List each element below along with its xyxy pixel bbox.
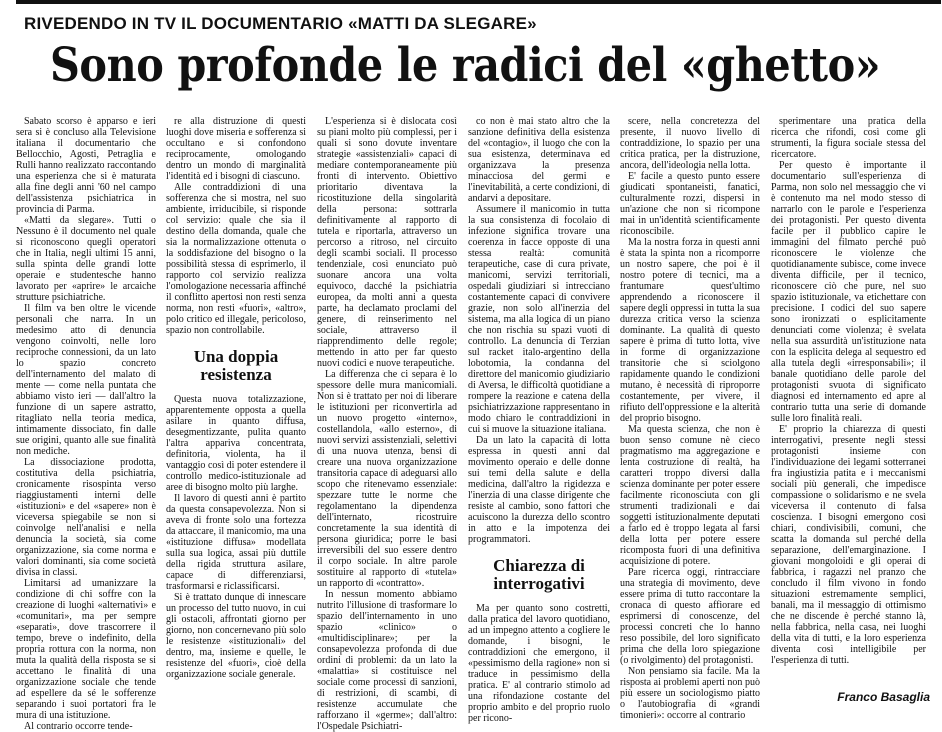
paragraph: co non è mai stato altro che la sanzione definitiva della esistenza del «contagio», il luogo che con la sua esistenza, determinava ed organizzava la presenza minacciosa del germi e l'inevitabilità, a certe condizioni, di andarvi a depositare. bbox=[468, 116, 610, 204]
paragraph: Ma per quanto sono costretti, dalla pratica del lavoro quotidiano, ad un impegno attento a cogliere le domande, i bisogni, le contraddizioni che emergono, il «pessimismo della ragione» non si traduce in pessimismo della pratica. E' al contrario stimolo ad una rifondazione costante del proprio ambito e del proprio ruolo per ricono- bbox=[468, 603, 610, 724]
paragraph: Ma la nostra forza in questi anni è stata la spinta non a ricomporre un nostro sapere, che poi è il nostro potere di tecnici, ma a frantumare quest'ultimo apprendendo a riconoscere il sapere degli oppressi in tutta la sua durezza critica verso la scienza dominante. La qualità di questo sapere è prima di tutto lotta, vive in forme di organizzazione transitorie che si sciolgono rapidamente quando le condizioni mutano, è necessità di riproporre costantemente, per vivere, il rifiuto dell'oppressione e la alterità del proprio bisogno. bbox=[620, 237, 760, 424]
paragraph: In nessun momento abbiamo nutrito l'illusione di trasformare lo spazio dell'internamento in uno spazio «clinico» o «multidisciplinare»; per la consapevolezza profonda di due ordini di problemi: da un lato la «malattia» si costituisce nel sociale come processi di sanzioni, di restrizioni, di scambi, di resistenze accumulate che rafforzano il «germe»; dall'altro: l'Ospedale Psichiatri- bbox=[317, 589, 457, 732]
subheading: Chiarezza di interrogativi bbox=[493, 556, 585, 593]
paragraph: La differenza che ci separa è lo spessore delle mura manicomiali. Non si è trattato per noi di liberare le istituzioni per riconvertirla ad un nuovo progetto «interno», costellandola, «allo esterno», di nuovi servizi assistenziali, selettivi di una nuova utenza, bensì di creare una nuova organizzazione transitoria capace di adeguarsi allo scopo che ritenevamo essenziale: spezzare tutte le norme che regolamentano la dipendenza dell'internato, ricostruire concretamente la sua identità di persona giuridica; porre le basi irreversibili del suo essere dentro il corpo sociale. In altre parole sostituire al rapporto di «tutela» un rapporto di «contratto». bbox=[317, 369, 457, 589]
paragraph: Da un lato la capacità di lotta espressa in questi anni dal movimento operaio e delle donne sui temi della salute e della medicina, dall'altro la rigidezza e l'inerzia di una classe dirigente che resiste al cambio, sono fattori che acuiscono la durezza dello scontro in atto e la impotenza dei programmatori. bbox=[468, 435, 610, 545]
paragraph: Pare ricerca oggi, rintracciare una strategia di movimento, deve essere prima di tutto raccontare la cronaca di questo affiorare ed esprimersi di conoscenze, del processi concreti che lo hanno reso possibile, del loro significato prima che della loro spiegazione (o rivolgimento) del protagonisti. bbox=[620, 567, 760, 666]
article-column-5 bbox=[620, 116, 760, 721]
paragraph: E' facile a questo punto essere giudicati spontaneisti, fanatici, culturalmente rozzi, dispersi in un'azione che non si ricompone mai in un'identità scientificamente riconoscibile. bbox=[620, 171, 760, 237]
article-column-6 bbox=[771, 116, 926, 706]
article-column-3 bbox=[317, 116, 457, 732]
paragraph: E' proprio la chiarezza di questi interrogativi, presente negli stessi protagonisti insieme con l'individuazione dei legami sotterranei fra ingiustizia patita e i meccanismi sociali più generali, che impedisce compassione o solidarismo e ne svela viceversa il contenuto di falsa coscienza. I bisogni emergono così chiari, condivisibili, comuni, che scatta la domanda sul perché della separazione, dell'emarginazione. I giovani mongoloidi e gli operai di fabbrica, i ragazzi nel pranzo che concludo il film vivono in fondo situazioni estremamente semplici, banali, ma il messaggio di ottimismo che ne discende è perché stanno là, nella fabbrica, nella casa, nei luoghi della vita di tutti, e la loro esperienza diventa così intelligibile per l'esperienza di tutti. bbox=[771, 424, 926, 666]
paragraph: Per questo è importante il documentario sull'esperienza di Parma, non solo nel messaggio che vi è contenuto ma nel modo stesso di narrarlo con le parole e l'esperienza dei protagonisti. Per questo diventa facile per il pubblico capire le immagini del filmato perché può riconoscere le violenze che quotidianamente subisce, come invece diventa difficile, per il tecnico, riconoscere ciò che pure, nel suo spazio istituzionale, va etichettare con precisione. I codici del suo sapere sono ironizzati o esplicitamente denunciati come violenza; è svelata nella sua assurdità un'istituzione nata con la esplicita delega al sequestro ed alla tutela degli «irresponsabili»; il banale quotidiano delle parole del protagonisti svuota di significato diagnosi ed internamento ed apre al contrario tutta una serie di domande sulle loro finalità reali. bbox=[771, 160, 926, 424]
paragraph: Sabato scorso è apparso e ieri sera si è concluso alla Televisione italiana il documentario che Bellocchio, Agosti, Petraglia e Rulli hanno realizzato raccontando una esperienza che si è maturata alla fine degli anni '60 nel campo dell'assistenza psichiatrica in provincia di Parma. bbox=[16, 116, 156, 215]
author-signature: Franco Basaglia bbox=[837, 690, 930, 704]
paragraph: «Matti da slegare». Tutti o Nessuno è il documento nel quale si riconoscono quegli operatori che in Italia, negli ultimi 15 anni, sulla spinta delle grandi lotte operaie e studentesche hanno lavorato per «aprire» le arcaiche strutture psichiatriche. bbox=[16, 215, 156, 303]
paragraph: Non pensiamo sia facile. Ma la risposta ai problemi aperti non può più essere un sociologismo piatto o l'autobiografia di «grandi timonieri»: occorre al contrario bbox=[620, 666, 760, 721]
paragraph: Il film va ben oltre le vicende personali che narra. In un medesimo atto di denuncia vengono coinvolti, nelle loro reciproche connessioni, da un lato lo spazio concreto dell'internamento del malato di mente — come nella puntata che abbiamo visto ieri — dall'altro la funzione di un sapere astratto, ritagliato nella teoria medica, intimamente dissociato, fin dalle sue origini, quanto alle sue finalità non mediche. bbox=[16, 303, 156, 457]
article-column-4 bbox=[468, 116, 610, 724]
paragraph: L'esperienza si è dislocata così su piani molto più complessi, per i quali si sono dovute inventare strategie «assistenziali» capaci di mediare contemporaneamente più fronti di intervento. Obiettivo prioritario diventava la ricostituzione della singolarità della persona: sottrarla definitivamente al rapporto di tutela e riportarla, attraverso un percorso a ritroso, nel circuito degli scambi sociali. Il processo tendenziale, così enunciato può suonare ancora una volta equivoco, dacché la psichiatria europea, da molti anni a questa parte, ha declamato proclami del genere, di reinserimento nel sociale, attraverso il riapprendimento delle regole; mettendo in atto per far questo nuovi codici e nuove terapeutiche. bbox=[317, 116, 457, 369]
paragraph: re alla distruzione di questi luoghi dove miseria e sofferenza si occultano e si confondono reciprocamente, omologando dentro un mondo di marginalità l'identità ed i bisogni di ciascuno. bbox=[166, 116, 306, 182]
paragraph: scere, nella concretezza del presente, il nuovo livello di contraddizione, lo spazio per una critica pratica, per la distruzione, ancora, dell'ideologia nella lotta. bbox=[620, 116, 760, 171]
paragraph: Assumere il manicomio in tutta la sua consistenza di focolaio di infezione significa trovare una coerenza in facce opposte di una stessa realtà: comunità terapeutiche, case di cura private, manicomi, servizi territoriali, ospedali giudiziari si intrecciano costantemente capaci di convivere grazie, non solo all'inerzia del sistema, ma alla logica di un piano che non rischia su spazi vuoti di controllo. La denuncia di Terzian sul racket italo-argentino della lobotomia, la condanna del direttore del manicomio giudiziario di Aversa, le difficoltà quotidiane a rompere la reazione e catena della psichiatrizzazione rappresentano in modo chiaro le contraddizioni in cui si muove la situazione italiana. bbox=[468, 204, 610, 435]
paragraph: Si è trattato dunque di innescare un processo del tutto nuovo, in cui gli ostacoli, affrontati giorno per giorno, non concernevano più solo le resistenze «istituzionali» del dentro, ma, insieme e quelle, le resistenze del «fuori», cioè della organizzazione sociale generale. bbox=[166, 592, 306, 680]
headline: Sono profonde le radici del «ghetto» bbox=[50, 38, 881, 93]
paragraph: Questa nuova totalizzazione, apparentemente opposta a quella asilare in quanto diffusa, desegmentizzante, pulita quanto l'altra appariva concentrata, definitoria, violenta, ha il vantaggio così di poter estendere il controllo medico-istituzionale ad aree di bisogno molto più larghe. bbox=[166, 394, 306, 493]
paragraph: Al contrario occorre tende- bbox=[24, 721, 133, 732]
kicker: RIVEDENDO IN TV IL DOCUMENTARIO «MATTI DA SLEGARE» bbox=[24, 14, 537, 33]
article-column-1 bbox=[16, 116, 156, 732]
article-column-2 bbox=[166, 116, 306, 706]
paragraph: sperimentare una pratica della ricerca che rifondi, così come gli strumenti, la figura sociale stessa del ricercatore. bbox=[771, 116, 926, 160]
paragraph: La dissociazione prodotta, costitutiva della psichiatria, cronicamente risospinta verso riaggiustamenti interni delle «istituzioni» e del «sapere» non è viceversa spiegabile se non si coinvolge nell'analisi e nella denuncia la società, sia come organizzazione, sia come norma e valori dominanti, sia come società divisa in classi. bbox=[16, 457, 156, 578]
subheading: Una doppia resistenza bbox=[193, 347, 279, 384]
paragraph: Ma questa scienza, che non è buon senso comune nè cieco pragmatismo ma aggregazione e lenta costruzione di realtà, ha caratteri troppo diversi dalla scienza dominante per poter essere facilmente riconosciuta con gli strumenti tradizionali e dai soggetti istituzionalmente deputati a farlo ed è troppo legata al farsi della lotta per potere essere ricomposta fuori di una definitiva acquisizione di potere. bbox=[620, 424, 760, 567]
paragraph: Alle contraddizioni di una sofferenza che si mostra, nel suo ambiente, irriducibile, si risponde col servizio: quale che sia il destino della domanda, quale che sia la normalizzazione ottenuta o la soddisfazione del bisogno o la possibilità stessa di esprimerlo, il rapporto col servizio realizza l'omologazione necessaria affinché il conflitto apertosi non resti senza norma, non resti «fuori», «altro», polo critico ed illegale, pericoloso, spazio non controllabile. bbox=[166, 182, 306, 336]
paragraph: Limitarsi ad umanizzare la condizione di chi soffre con la creazione di luoghi «alternativi» e «comunitari», ma per sempre «separati», dove trascorrere il tempo, breve o indefinito, della propria rottura con la norma, non muta la qualità della risposta se si accettano le finalità di una organizzazione sociale che tende ad espellere da sé le sofferenze separando i suoi portatori fra le mura di una istituzione. bbox=[16, 578, 156, 721]
paragraph: Il lavoro di questi anni è partito da questa consapevolezza. Non si aveva di fronte solo una fortezza da attaccare, il manicomio, ma una «istituzione diffusa» modellata sulla sua logica, assai più duttile della rigida struttura asilare, capace di differenziarsi, trasformarsi e riclassificarsi. bbox=[166, 493, 306, 592]
